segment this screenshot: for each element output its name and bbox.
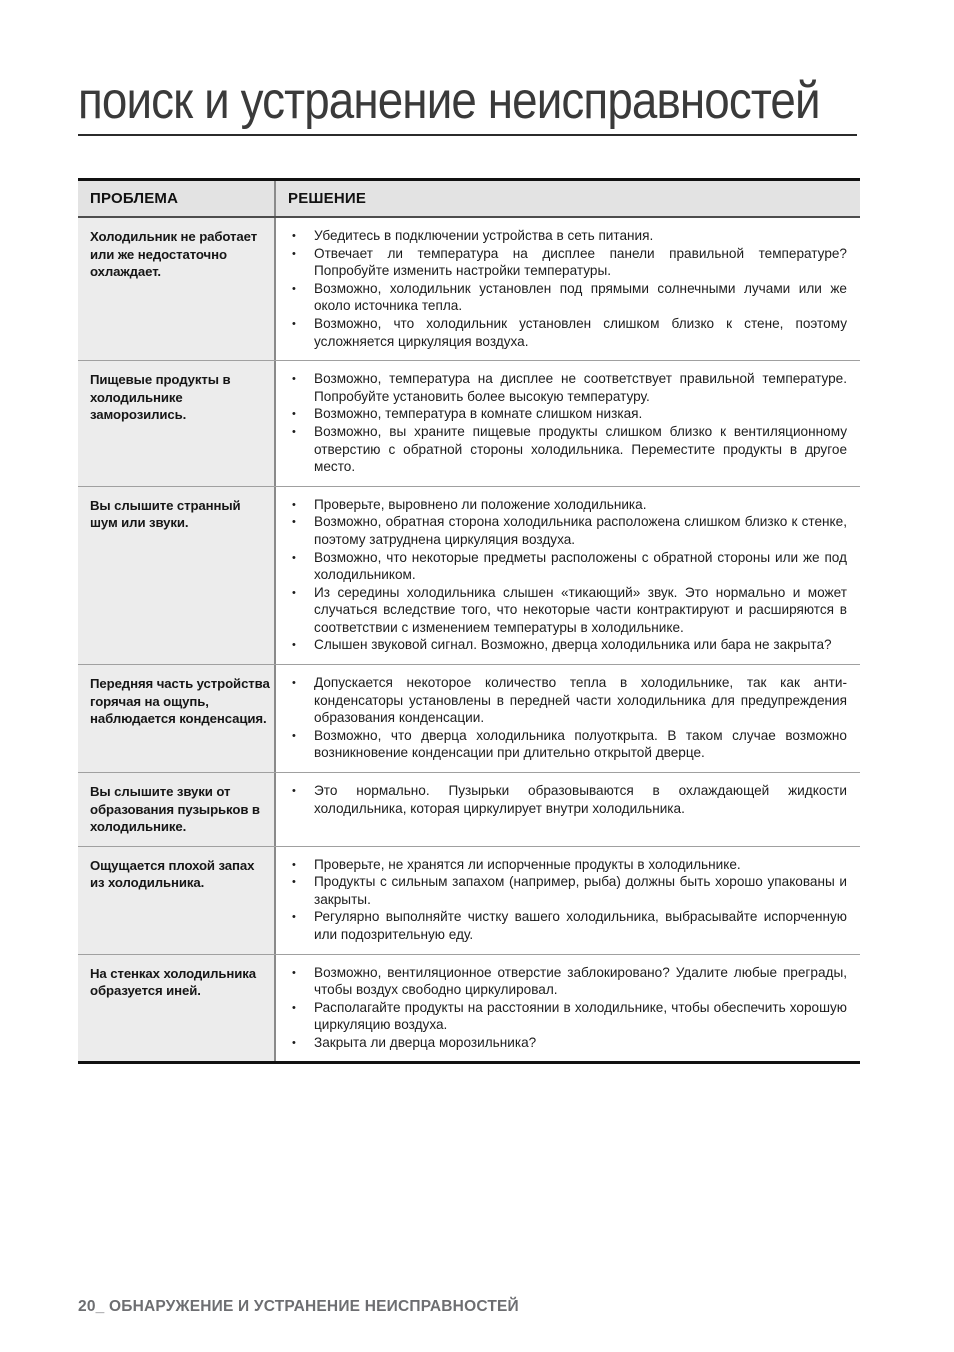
solution-item: • Возможно, что некоторые предметы расположены с обратной стороны или же под холодильником. <box>276 549 847 584</box>
solution-item: • Располагайте продукты на расстоянии в холодильнике, чтобы обеспечить хорошую циркуляцию воздуха. <box>276 999 847 1034</box>
solution-list <box>276 496 847 654</box>
table-row <box>78 955 860 1062</box>
solution-item: • Допускается некоторое количество тепла в холодильнике, так как анти-конденсаторы установлены в передней части холодильника для предупреждения образования конденсации. <box>276 674 847 727</box>
table-row <box>78 487 860 665</box>
solution-item: • Проверьте, не хранятся ли испорченные продукты в холодильнике. <box>276 856 847 874</box>
solution-item: • Возможно, что холодильник установлен слишком близко к стене, поэтому усложняется циркуляция воздуха. <box>276 315 847 350</box>
column-header-solution: РЕШЕНИЕ <box>274 181 860 216</box>
solution-cell <box>274 487 860 664</box>
column-header-problem: ПРОБЛЕМА <box>90 190 179 207</box>
solution-list <box>276 856 847 944</box>
solution-item: • Возможно, температура в комнате слишком низкая. <box>276 405 847 423</box>
table-row <box>78 847 860 955</box>
solution-item: • Проверьте, выровнено ли положение холодильника. <box>276 496 847 514</box>
solution-item: • Возможно, вентиляционное отверстие заблокировано? Удалите любые преграды, чтобы воздух свободно циркулировал. <box>276 964 847 999</box>
solution-item: • Это нормально. Пузырьки образовываются в охлаждающей жидкости холодильника, которая циркулирует внутри холодильника. <box>276 782 847 817</box>
table-row <box>78 773 860 847</box>
problem-cell: Пищевые продукты в холодильнике заморозились. <box>78 361 274 486</box>
solution-item: • Возможно, температура на дисплее не соответствует правильной температуре. Попробуйте установить более высокую температуру. <box>276 370 847 405</box>
problem-cell: Передняя часть устройства горячая на ощупь, наблюдается конденсация. <box>78 665 274 772</box>
problem-cell: Холодильник не работает или же недостаточно охлаждает. <box>78 218 274 360</box>
solution-cell <box>274 955 860 1062</box>
solution-item: • Возможно, вы храните пищевые продукты слишком близко к вентиляционному отверстию с обратной стороны холодильника. Переместите продукты в другое место. <box>276 423 847 476</box>
problem-cell: На стенках холодильника образуется иней. <box>78 955 274 1062</box>
solution-item: • Возможно, что дверца холодильника полуоткрыта. В таком случае возможно возникновение конденсации при длительно открытой дверце. <box>276 727 847 762</box>
troubleshooting-table <box>78 178 860 1064</box>
table-row <box>78 218 860 361</box>
table-header-row <box>78 181 860 218</box>
solution-item: • Слышен звуковой сигнал. Возможно, дверца холодильника или бара не закрыта? <box>276 636 847 654</box>
solution-list <box>276 964 847 1052</box>
problem-cell: Вы слышите звуки от образования пузырьков в холодильнике. <box>78 773 274 846</box>
solution-item: • Отвечает ли температура на дисплее панели правильной температуре? Попробуйте изменить настройки температуры. <box>276 245 847 280</box>
page-footer: 20_ ОБНАРУЖЕНИЕ И УСТРАНЕНИЕ НЕИСПРАВНОСТЕЙ <box>78 1298 519 1315</box>
solution-list <box>276 674 847 762</box>
solution-item: • Из середины холодильника слышен «тикающий» звук. Это нормально и может случаться вследствие того, что некоторые части контрактируют и расширяются в соответствии с изменением температуры в холодильнике. <box>276 584 847 637</box>
solution-list <box>276 782 847 817</box>
solution-item: • Продукты с сильным запахом (например, рыба) должны быть хорошо упакованы и закрыты. <box>276 873 847 908</box>
page-title: поиск и устранение неисправностей <box>78 72 820 130</box>
solution-cell <box>274 773 860 846</box>
solution-item: • Регулярно выполняйте чистку вашего холодильника, выбрасывайте испорченную или подозрительную еду. <box>276 908 847 943</box>
solution-item: • Закрыта ли дверца морозильника? <box>276 1034 847 1052</box>
solution-cell <box>274 665 860 772</box>
table-row <box>78 361 860 487</box>
solution-item: • Возможно, обратная сторона холодильника расположена слишком близко к стенке, поэтому затруднена циркуляция воздуха. <box>276 513 847 548</box>
problem-cell: Ощущается плохой запах из холодильника. <box>78 847 274 954</box>
solution-item: • Убедитесь в подключении устройства в сеть питания. <box>276 227 847 245</box>
table-row <box>78 665 860 773</box>
solution-cell <box>274 361 860 486</box>
solution-item: • Возможно, холодильник установлен под прямыми солнечными лучами или же около источника тепла. <box>276 280 847 315</box>
solution-cell <box>274 218 860 360</box>
title-underline <box>78 134 857 136</box>
solution-cell <box>274 847 860 954</box>
problem-cell: Вы слышите странный шум или звуки. <box>78 487 274 664</box>
solution-list <box>276 370 847 476</box>
solution-list <box>276 227 847 350</box>
